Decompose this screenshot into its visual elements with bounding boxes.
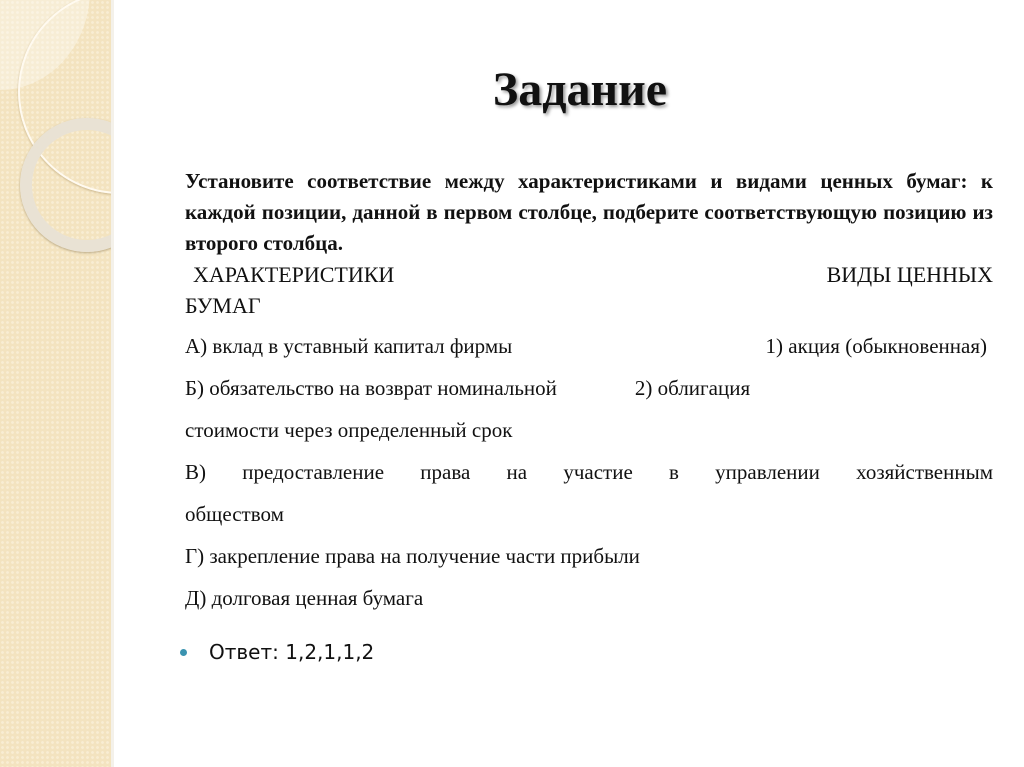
bullet-icon (180, 649, 187, 656)
row-a (185, 325, 993, 367)
item-b-cont: стоимости через определенный срок (185, 418, 513, 442)
item-v: В) предоставление права на участие в управлении хозяйственным (185, 460, 993, 484)
row-b (185, 367, 993, 409)
column-headers (185, 259, 993, 290)
item-g: Г) закрепление права на получение части прибыли (185, 544, 640, 568)
answer-line (180, 640, 374, 664)
header-types-cont: БУМАГ (185, 293, 261, 318)
answer-text: Ответ: 1,2,1,1,2 (209, 640, 375, 664)
slide-title: Задание (492, 63, 668, 116)
item-d: Д) долговая ценная бумага (185, 586, 424, 610)
item-a: А) вклад в уставный капитал фирмы (185, 334, 513, 358)
option-2: 2) облигация (634, 376, 751, 400)
item-b: Б) обязательство на возврат номинальной (185, 376, 557, 400)
item-v-cont: обществом (185, 502, 284, 526)
header-types: ВИДЫ ЦЕННЫХ (826, 262, 993, 287)
task-intro: Установите соответствие между характеристиками и видами ценных бумаг: к каждой позиции, данной в первом столбце, подберите соответствующую позицию из второго столбца. (185, 169, 993, 255)
slide-content (185, 166, 993, 619)
header-characteristics: ХАРАКТЕРИСТИКИ (193, 262, 395, 287)
option-1: 1) акция (обыкновенная) (765, 334, 987, 358)
